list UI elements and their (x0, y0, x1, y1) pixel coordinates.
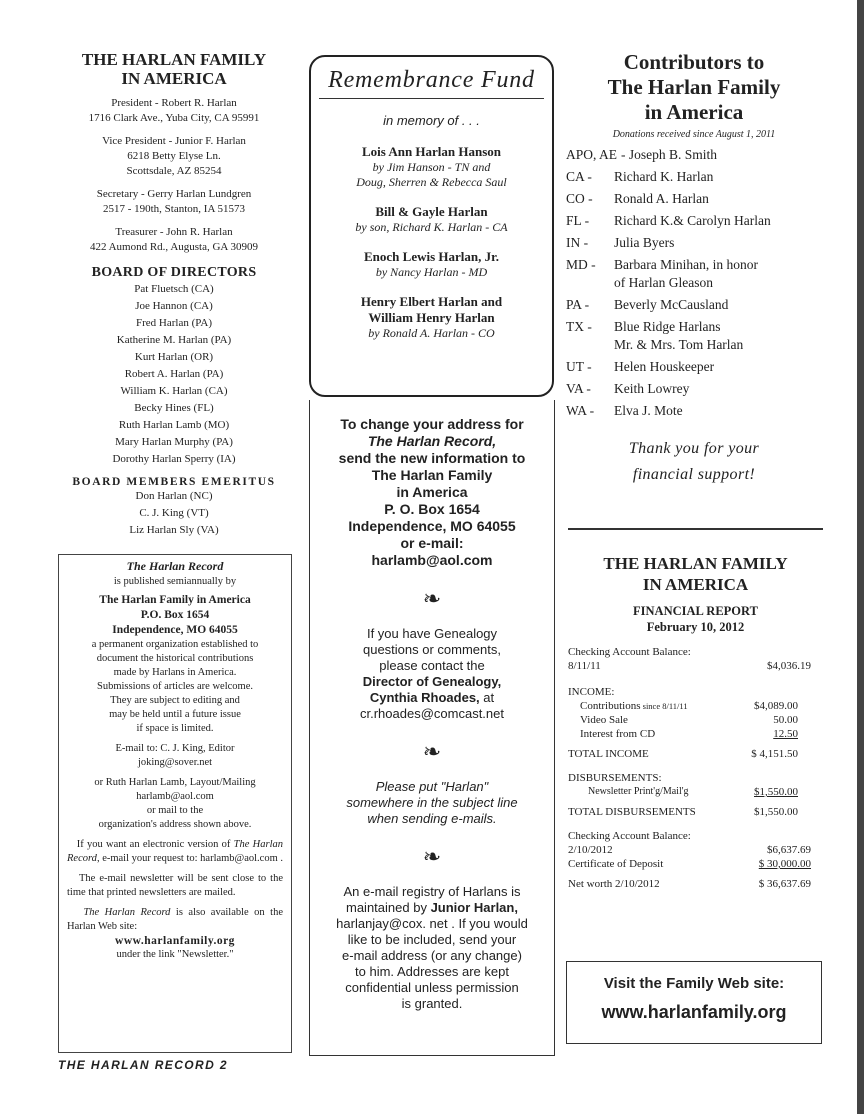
org-title (50, 50, 298, 88)
registry-line: confidential unless permission (345, 980, 519, 995)
record-layout-email (67, 776, 283, 832)
contributor-state: CA - (566, 169, 592, 184)
subject-line: Please put "Harlan" (375, 779, 489, 794)
financial-report (568, 553, 823, 891)
subject-line-block (312, 779, 552, 827)
record-desc-line: made by Harlans in America. (113, 667, 237, 678)
fleuron-icon: ❧ (422, 845, 442, 870)
closing-balance (568, 829, 823, 891)
donor-name (319, 160, 544, 190)
disbursement-row (568, 785, 823, 799)
remembrance-fund-box (309, 55, 554, 397)
layout-email-link[interactable]: harlamb@aol.com (136, 791, 214, 802)
donor-name: by son, Richard K. Harlan - CA (355, 220, 508, 234)
total-income-amount: $ 4,151.50 (751, 748, 798, 760)
contributor-state: APO, AE (566, 147, 618, 162)
contributor-row (566, 190, 822, 208)
income-row (568, 699, 823, 713)
fleuron-icon: ❧ (422, 587, 442, 612)
closing-balance-label: Checking Account Balance: (568, 830, 691, 842)
net-worth-label: Net worth 2/10/2012 (568, 878, 660, 890)
income-amount: 12.50 (773, 728, 798, 740)
income-item: Video Sale (580, 714, 628, 726)
address-line: or e-mail: (400, 535, 464, 551)
subject-line: when sending e-mails. (367, 811, 497, 826)
contributor-name (614, 318, 743, 354)
contributor-name-line: Blue Ridge Harlans (614, 319, 721, 334)
board-member: Ruth Harlan Lamb (MO) (118, 419, 230, 431)
record-description (67, 638, 283, 736)
contributor-row (566, 212, 822, 230)
donor-line: Doug, Sherren & Rebecca Saul (356, 175, 507, 189)
opening-balance-amount: $4,036.19 (767, 660, 811, 672)
contributor-name-line: Mr. & Mrs. Tom Harlan (614, 337, 744, 352)
officer-line: 422 Aumond Rd., Augusta, GA 30909 (89, 241, 259, 253)
total-income-row (568, 747, 823, 761)
record-org-block (67, 593, 283, 638)
contributor-state: IN - (566, 235, 589, 250)
contributor-row (566, 380, 822, 398)
cd-label: Certificate of Deposit (568, 858, 664, 870)
contributor-name: Ronald A. Harlan (614, 191, 709, 206)
org-title-line: THE HARLAN FAMILY (81, 50, 267, 69)
donor-line: by Jim Hanson - TN and (372, 160, 491, 174)
donor-name: by Ronald A. Harlan - CO (368, 326, 495, 340)
contributor-name (614, 256, 758, 292)
contributor-row (566, 168, 822, 186)
record-city: Independence, MO 64055 (112, 624, 238, 636)
memorial-entry (319, 294, 544, 341)
honoree-name: Bill & Gayle Harlan (375, 204, 488, 219)
record-published: is published semiannually by (113, 576, 237, 587)
page-footer: THE HARLAN RECORD 2 (58, 1058, 228, 1072)
record-mail-note: organization's address shown above. (98, 819, 252, 830)
officers-column (50, 50, 298, 539)
total-disbursements-row (568, 805, 823, 819)
board-heading: BOARD OF DIRECTORS (91, 265, 257, 280)
registry-line: to him. Addresses are kept (355, 964, 509, 979)
honoree-line: William Henry Harlan (368, 310, 495, 325)
honoree-name: Lois Ann Harlan Hanson (361, 144, 502, 159)
contributors-title-line: The Harlan Family (607, 75, 781, 99)
net-worth-row (568, 877, 823, 891)
registry-line: An e-mail registry of Harlans is (343, 884, 521, 899)
editor-email-link[interactable]: joking@sover.net (137, 757, 213, 768)
address-line: To change your address for (340, 416, 524, 432)
address-line: The Harlan Record, (367, 433, 497, 449)
income-section (568, 685, 823, 761)
para-italic: The Harlan Record (67, 839, 283, 864)
thank-you-note (566, 436, 822, 488)
registry-line: e-mail address (or any change) (342, 948, 522, 963)
contributor-name: Elva J. Mote (614, 403, 683, 418)
officer-line: 1716 Clark Ave., Yuba City, CA 95991 (88, 112, 260, 124)
contributor-name: Beverly McCausland (614, 297, 729, 312)
opening-balance-date: 8/11/11 (568, 660, 601, 672)
contributors-section (566, 50, 822, 488)
board-list (50, 281, 298, 468)
subject-line: somewhere in the subject line (346, 795, 518, 810)
officer-treasurer (50, 225, 298, 255)
thank-you-line: Thank you for your (628, 440, 760, 457)
income-amount: $4,089.00 (754, 700, 798, 712)
address-email-link[interactable]: harlamb@aol.com (371, 552, 493, 568)
genealogy-line: questions or comments, (362, 642, 501, 657)
officer-line: Vice President - Junior F. Harlan (102, 135, 246, 147)
memorial-entry (319, 144, 544, 190)
contributor-row (566, 358, 822, 376)
financial-report-title (568, 603, 823, 635)
officer-line: President - Robert R. Harlan (111, 97, 237, 109)
board-member: Katherine M. Harlan (PA) (116, 334, 232, 346)
income-label: INCOME: (568, 686, 615, 698)
cd-row (568, 857, 823, 871)
emeritus-member: Don Harlan (NC) (135, 490, 213, 502)
address-line: in America (396, 484, 468, 500)
closing-balance-date: 2/10/2012 (568, 844, 613, 856)
record-layout: or Ruth Harlan Lamb, Layout/Mailing (94, 777, 256, 788)
honoree-name: Enoch Lewis Harlan, Jr. (364, 249, 499, 264)
contributor-name: Helen Houskeeper (614, 359, 715, 374)
board-member: Kurt Harlan (OR) (134, 351, 214, 363)
section-divider (568, 528, 823, 530)
genealogy-line (312, 690, 552, 706)
contributor-name: Keith Lowrey (614, 381, 690, 396)
contributors-title-line: Contributors to (623, 50, 765, 74)
net-worth-amount: $ 36,637.69 (758, 878, 811, 890)
registry-text: maintained by (346, 900, 431, 915)
address-line: send the new information to (338, 450, 526, 466)
officer-line: Secretary - Gerry Harlan Lundgren (96, 188, 252, 200)
board-member: Pat Fluetsch (CA) (134, 283, 214, 295)
contributor-state: FL - (566, 213, 590, 228)
disbursements-section (568, 771, 823, 819)
record-desc-line: if space is limited. (136, 723, 214, 734)
contributor-name-line: of Harlan Gleason (614, 275, 713, 290)
contributor-state: CO - (566, 191, 593, 206)
opening-balance (568, 645, 823, 673)
donor-name: by Nancy Harlan - MD (375, 265, 488, 279)
closing-balance-row (568, 843, 823, 857)
disbursement-amount: $1,550.00 (754, 786, 798, 798)
contributor-row (566, 256, 822, 292)
contributor-name-line: Barbara Minihan, in honor (614, 257, 758, 272)
contributor-state: PA - (566, 297, 590, 312)
income-item-note: since 8/11/11 (640, 701, 688, 711)
officer-line: 6218 Betty Elyse Ln. (127, 150, 221, 162)
para-text: , e-mail your request to: harlamb@aol.com . (96, 853, 284, 864)
thank-you-line: financial support! (632, 466, 756, 483)
income-row (568, 713, 823, 727)
contributor-name: - Joseph B. Smith (621, 147, 718, 162)
honoree-name (319, 294, 544, 326)
record-mail-note: or mail to the (146, 805, 204, 816)
remembrance-title: Remembrance Fund (319, 67, 544, 99)
contributor-state: WA - (566, 403, 595, 418)
officer-line: 2517 - 190th, Stanton, IA 51573 (102, 203, 246, 215)
total-disbursements-amount: $1,550.00 (754, 806, 798, 818)
board-member: Dorothy Harlan Sperry (IA) (112, 453, 236, 465)
contributor-state: TX - (566, 319, 592, 334)
record-editor: E-mail to: C. J. King, Editor (115, 743, 235, 754)
registry-line: like to be included, send your (347, 932, 517, 947)
fleuron-icon: ❧ (422, 740, 442, 765)
contributor-name: Richard K.& Carolyn Harlan (614, 213, 771, 228)
total-income-label: TOTAL INCOME (568, 748, 649, 760)
officer-president (50, 96, 298, 126)
record-desc-line: may be held until a future issue (109, 709, 241, 720)
contributors-title (566, 50, 822, 125)
para-text: is also available on the Harlan Web site: (67, 907, 283, 932)
income-row (568, 727, 823, 741)
contributor-state: VA - (566, 381, 591, 396)
disbursements-label: DISBURSEMENTS: (568, 772, 662, 784)
cd-amount: $ 30,000.00 (758, 858, 811, 870)
registry-block (312, 884, 552, 1012)
income-item: Contributions (580, 700, 641, 712)
para-italic: The Harlan Record (83, 907, 171, 918)
closing-balance-amount: $6,637.69 (767, 844, 811, 856)
page-edge (857, 0, 864, 1114)
board-member: Fred Harlan (PA) (136, 317, 212, 329)
record-desc-line: document the historical contributions (96, 653, 254, 664)
registry-maintainer: Junior Harlan, (430, 900, 518, 915)
genealogy-line: Director of Genealogy, (362, 674, 502, 689)
officer-line: Treasurer - John R. Harlan (115, 226, 233, 238)
contributor-row (566, 234, 822, 252)
board-member: Mary Harlan Murphy (PA) (115, 436, 233, 448)
total-disbursements-label: TOTAL DISBURSEMENTS (568, 806, 696, 818)
website-label: Visit the Family Web site: (603, 975, 785, 992)
registry-line (312, 900, 552, 916)
para-text: If you want an electronic version of (76, 839, 234, 850)
opening-balance-row (568, 659, 823, 673)
board-member: William K. Harlan (CA) (120, 385, 228, 397)
donations-note: Donations received since August 1, 2011 (612, 129, 776, 140)
genealogy-line: If you have Genealogy (366, 626, 498, 641)
board-member: Becky Hines (FL) (134, 402, 214, 414)
address-line: Independence, MO 64055 (348, 518, 516, 534)
contributor-row (566, 146, 822, 164)
officer-line: Scottsdale, AZ 85254 (126, 165, 222, 177)
center-column (312, 416, 552, 1012)
record-newsletter-para (67, 872, 283, 900)
harlan-record-box (58, 554, 292, 1053)
record-desc-line: Submissions of articles are welcome. (96, 681, 253, 692)
disbursement-item: Newsletter Print'g/Mail'g (588, 786, 689, 797)
record-org: The Harlan Family in America (99, 594, 251, 606)
officer-vice-president (50, 134, 298, 179)
address-line: The Harlan Family (371, 467, 493, 483)
contributor-row (566, 296, 822, 314)
income-amount: 50.00 (773, 714, 798, 726)
emeritus-member: Liz Harlan Sly (VA) (129, 524, 219, 536)
in-memory-of: in memory of . . . (383, 113, 480, 128)
memorial-entry (319, 204, 544, 235)
financial-title-line: IN AMERICA (642, 575, 749, 594)
genealogy-block (312, 626, 552, 722)
contributor-row (566, 318, 822, 354)
genealogy-director: Cynthia Rhoades, (369, 690, 480, 705)
financial-title-line: THE HARLAN FAMILY (603, 554, 788, 573)
record-website-para (67, 906, 283, 934)
memorial-entry (319, 249, 544, 280)
org-title-line: IN AMERICA (121, 69, 227, 88)
registry-line: harlanjay@cox. net . If you would (336, 916, 528, 931)
record-desc-line: They are subject to editing and (110, 695, 240, 706)
officer-secretary (50, 187, 298, 217)
board-member: Joe Hannon (CA) (135, 300, 213, 312)
genealogy-line: please contact the (379, 658, 485, 673)
record-desc-line: a permanent organization established to (91, 639, 259, 650)
contributor-state: UT - (566, 359, 592, 374)
record-under-link: under the link "Newsletter." (116, 949, 234, 960)
website-box (566, 961, 822, 1044)
board-member: Robert A. Harlan (PA) (124, 368, 224, 380)
registry-line: is granted. (401, 996, 463, 1011)
address-line: P. O. Box 1654 (384, 501, 480, 517)
record-web-link[interactable]: www.harlanfamily.org (115, 935, 235, 947)
contributor-name: Richard K. Harlan (614, 169, 714, 184)
contributors-title-line: in America (644, 100, 744, 124)
opening-balance-label: Checking Account Balance: (568, 646, 691, 658)
contributor-row (566, 402, 822, 420)
address-change-block (312, 416, 552, 569)
record-title: The Harlan Record (126, 559, 224, 573)
record-editor-email (67, 742, 283, 770)
emeritus-member: C. J. King (VT) (139, 507, 209, 519)
financial-date: February 10, 2012 (646, 620, 745, 634)
record-pobox: P.O. Box 1654 (140, 609, 210, 621)
emeritus-list (50, 488, 298, 539)
record-electronic-para (67, 838, 283, 866)
contributor-state: MD - (566, 257, 596, 272)
income-item: Interest from CD (580, 728, 656, 740)
emeritus-heading: BOARD MEMBERS EMERITUS (72, 476, 276, 488)
honoree-line: Henry Elbert Harlan and (360, 294, 503, 309)
genealogy-email-link[interactable]: cr.rhoades@comcast.net (360, 706, 504, 721)
contributor-name: Julia Byers (614, 235, 675, 250)
financial-org-title (568, 553, 823, 595)
genealogy-at: at (479, 690, 495, 705)
para-text: The e-mail newsletter will be sent close to the time that printed newsletters are mailed. (67, 873, 283, 898)
website-link[interactable]: www.harlanfamily.org (601, 1002, 787, 1022)
financial-subtitle-line: FINANCIAL REPORT (633, 604, 758, 618)
